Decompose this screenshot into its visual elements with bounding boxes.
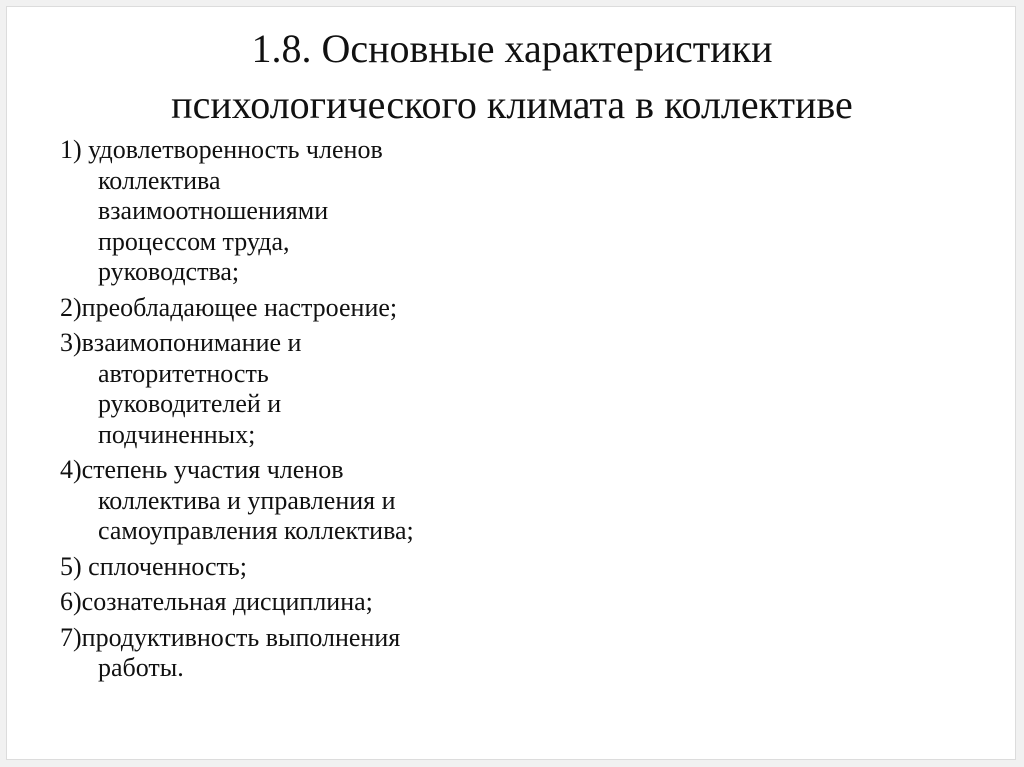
- item-1-line-2: коллектива: [98, 165, 221, 195]
- characteristics-list: [60, 135, 700, 689]
- item-4-line-3: самоуправления коллектива;: [98, 516, 414, 545]
- item-1-line-1: 1) удовлетворенность членов: [60, 135, 383, 164]
- item-3-line-4: подчиненных;: [98, 419, 256, 449]
- item-4-line-1: 4)степень участия членов: [60, 455, 344, 484]
- item-1-line-3: взаимоотношениями: [98, 196, 329, 225]
- list-item-3: [60, 328, 700, 450]
- item-3-line-3: руководителей и: [98, 389, 282, 418]
- item-3-line-2: авторитетность: [98, 358, 269, 388]
- item-1-line-4: процессом труда,: [98, 226, 290, 256]
- title-line-2: психологического климата в коллективе: [171, 82, 853, 127]
- item-7-line-2: работы.: [98, 653, 184, 682]
- list-item-5: [60, 552, 700, 583]
- item-4-line-2: коллектива и управления и: [98, 485, 396, 515]
- list-item-1: [60, 135, 700, 288]
- list-item-4: [60, 455, 700, 547]
- list-item-2: [60, 293, 700, 324]
- item-7-line-1: 7)продуктивность выполнения: [60, 622, 401, 652]
- item-3-line-1: 3)взаимопонимание и: [60, 328, 302, 357]
- slide-title: [7, 21, 1017, 133]
- list-item-6: [60, 587, 700, 618]
- item-1-line-5: руководства;: [98, 257, 240, 286]
- list-item-7: [60, 623, 700, 684]
- item-2-line-1: 2)преобладающее настроение;: [60, 292, 398, 322]
- slide: [6, 6, 1016, 760]
- title-line-1: 1.8. Основные характеристики: [251, 26, 773, 71]
- item-5-line-1: 5) сплоченность;: [60, 551, 247, 581]
- item-6-line-1: 6)сознательная дисциплина;: [60, 587, 373, 616]
